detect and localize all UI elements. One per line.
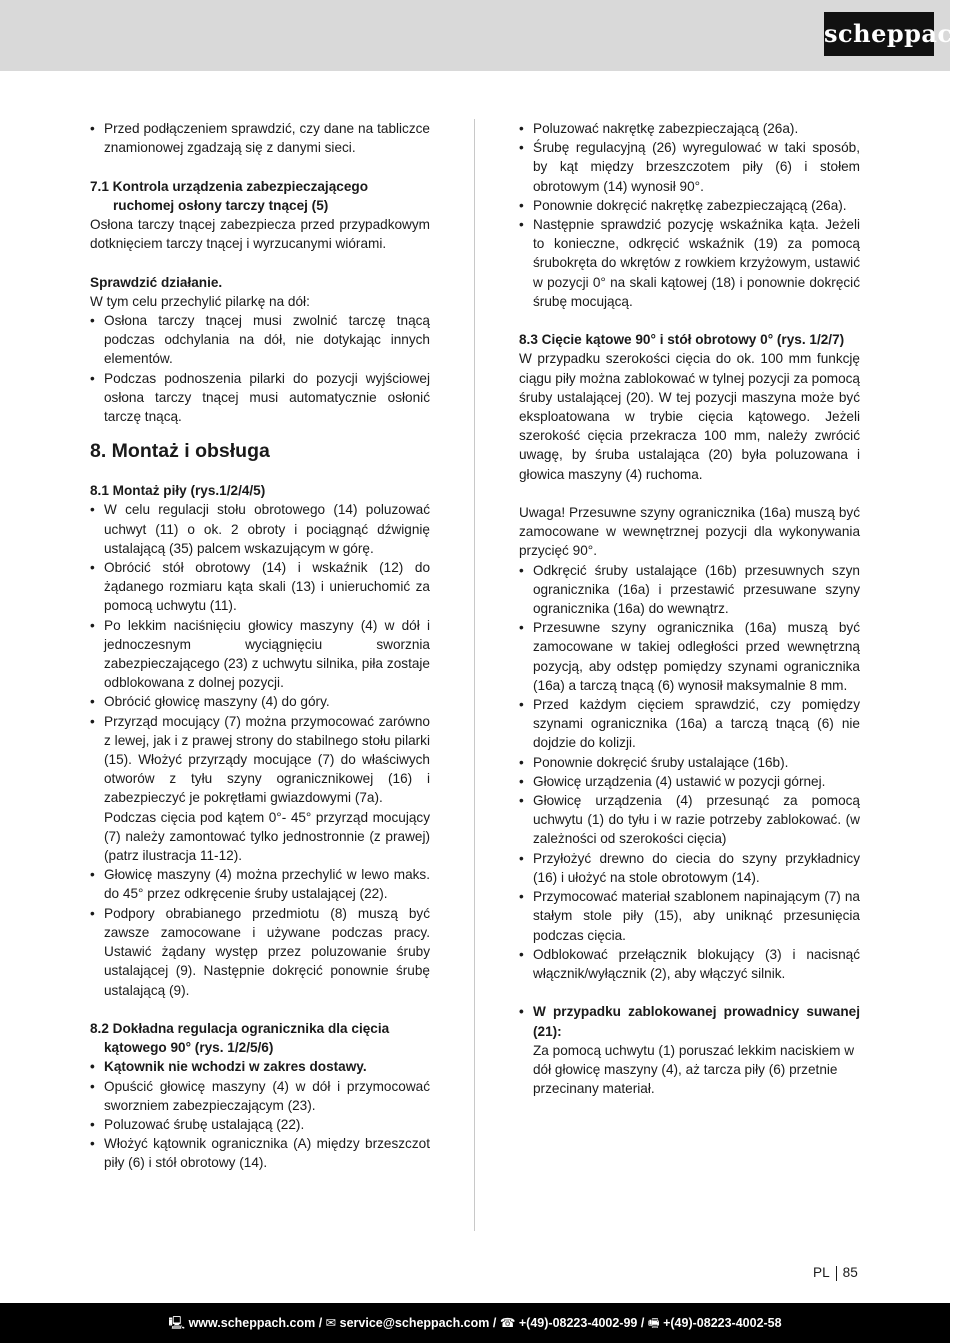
list-item: • Ponownie dokręcić nakrętkę zabezpieczającą (26a). [519, 196, 860, 215]
scheppach-logo: scheppach [824, 12, 934, 56]
list-item: • Po lekkim naciśnięciu głowicy maszyny (4) w dół i jednoczesnym wyciągnięciu sworznia zabezpieczającego (23) z uchwytu silnika, piła zostaje odblokowana z dolnej pozycji. [90, 616, 430, 693]
left-column [90, 119, 430, 1173]
list-item: • Osłona tarczy tnącej musi zwolnić tarczę tnącą podczas odchylania na dół, nie dotykając innych elementów. [90, 311, 430, 369]
footer-bar: 🖳 www.scheppach.com / ✉ service@scheppach.com / ☎ +(49)-08223-4002-99 / 🖷 +(49)-08223-4002-58 [0, 1303, 950, 1343]
list-item: • Odkręcić śruby ustalające (16b) przesuwnych szyn ogranicznika (16a) i przestawić przesuwane szyny ogranicznika (16a) do wewnątrz. [519, 561, 860, 619]
section-8-3-text: W przypadku szerokości cięcia do ok. 100 mm funkcję ciągu piły można zablokować w tylnej pozycji za pomocą śruby ustalającej (20). W tej pozycji maszyna może być eksploatowana w trybie cięcia kątowego. Jeżeli szerokość cięcia przekracza 100 mm, należy zwrócić uwagę, by śruba ustalająca (20) była poluzowana i głowica maszyny (4) ruchoma. [519, 351, 860, 482]
check-text: W tym celu przechylić pilarkę na dół: [90, 293, 310, 309]
list-item: • Przymocować materiał szablonem napinającym (7) na stałym stole piły (15), aby uniknąć przesunięcia podczas cięcia. [519, 887, 860, 945]
list-item: • Opuścić głowicę maszyny (4) w dół i przymocować sworzniem zabezpieczającym (23). [90, 1077, 430, 1115]
note-text: Uwaga! Przesuwne szyny ogranicznika (16a) muszą być zamocowane w wewnętrznej pozycji dla wykonywania przycięć 90°. [519, 505, 860, 559]
column-divider [474, 119, 475, 1231]
section-8-heading: 8. Montaż i obsługa [90, 440, 270, 463]
fax-icon: 🖷 [647, 1316, 660, 1330]
list-item: • Kątownik nie wchodzi w zakres dostawy. [90, 1057, 430, 1076]
section-8-1-heading: 8.1 Montaż piły (rys.1/2/4/5) [90, 483, 266, 499]
list-item: • Poluzować śrubę ustalającą (22). [90, 1115, 430, 1134]
header-bar [0, 0, 950, 71]
list-item: • Podczas podnoszenia pilarki do pozycji wyjściowej osłona tarczy tnącej musi automatycznie osłonić tarczę tnącą. [90, 369, 430, 427]
footer-email[interactable]: service@scheppach.com [339, 1316, 490, 1330]
list-item-continuation: Podczas cięcia pod kątem 0°- 45° przyrząd mocujący (7) należy zamontować tylko jednostronnie (z prawej) (patrz ilustracja 11-12). [104, 809, 430, 864]
list-item: • Następnie sprawdzić pozycję wskaźnika kąta. Jeżeli to konieczne, odkręcić wskaźnik (19) za pomocą śrubokręta do wkrętów z rowkiem krzyżowym, ustawić w pozycji 0° na skali kątowej (18) i ponownie dokręcić śrubę mocującą. [519, 215, 860, 311]
computer-icon: 🖳 [168, 1316, 186, 1330]
check-heading: Sprawdzić działanie. [90, 274, 223, 290]
list-item: • Przed podłączeniem sprawdzić, czy dane na tabliczce znamionowej zgadzają się z danymi sieci. [90, 119, 430, 157]
page-num: 85 [842, 1265, 858, 1280]
list-item: • Obrócić głowicę maszyny (4) do góry. [90, 692, 430, 711]
phone-icon: ☎ [499, 1316, 516, 1330]
list-item: • Przyłożyć drewno do ciecia do szyny przykładnicy (16) i ułożyć na stole obrotowym (14). [519, 849, 860, 887]
section-7-1-text: Osłona tarczy tnącej zabezpiecza przed przypadkowym dotknięciem tarczy tnącej i wyrzucanymi wiórami. [90, 217, 430, 252]
page-number [813, 1265, 858, 1281]
list-item: • Śrubę regulacyjną (26) wyregulować w taki sposób, by kąt między brzeszczotem piły (6) i stołem obrotowym (14) wynosił 90°. [519, 138, 860, 196]
footer-phone: +(49)-08223-4002-99 [518, 1316, 638, 1330]
footer-web[interactable]: www.scheppach.com [188, 1316, 316, 1330]
section-8-2-heading: 8.2 Dokładna regulacja ogranicznika dla cięcia kątowego 90° (rys. 1/2/5/6) [90, 1020, 390, 1056]
list-item: • Głowicę urządzenia (4) ustawić w pozycji górnej. [519, 772, 860, 791]
page-lang: PL [813, 1265, 830, 1280]
list-item: • W celu regulacji stołu obrotowego (14) poluzować uchwyt (11) o ok. 2 obroty i pociągnąć dźwignię ustalającą (35) palcem wskazującym w górę. [90, 500, 430, 558]
list-item: • Głowicę maszyny (4) można przechylić w lewo maks. do 45° przez odkręcenie śruby ustalającej (22). [90, 865, 430, 903]
list-item: • Włożyć kątownik ogranicznika (A) między brzeszczot piły (6) i stół obrotowy (14). [90, 1134, 430, 1172]
list-item: • Obrócić stół obrotowy (14) i wskaźnik (12) do żądanego rozmiaru kąta skali (13) i unieruchomić za pomocą uchwytu (11). [90, 558, 430, 616]
list-item: • Podpory obrabianego przedmiotu (8) muszą być zawsze zamocowane i używane podczas pracy. Ustawić żądany występ przez poluzowanie śruby ustalającej (9). Następnie dokręcić ponownie śrubę ustalającą (9). [90, 904, 430, 1000]
list-item: • Poluzować nakrętkę zabezpieczającą (26a). [519, 119, 860, 138]
list-item: • Przyrząd mocujący (7) można przymocować zarówno z lewej, jak i z prawej strony do stabilnego stołu pilarki (15). Włożyć przyrządy mocujące (7) do właściwych otworów z tyłu szyny ogranicznikowej (16) i zabezpieczyć je pokrętłami gwiazdowymi (7a). [90, 712, 430, 808]
right-column [519, 119, 860, 1098]
list-item: • Przed każdym cięciem sprawdzić, czy pomiędzy szynami ogranicznika (16a) a tarczą tnącą (6) nie dojdzie do kolizji. [519, 695, 860, 753]
list-item: • Odblokować przełącznik blokujący (3) i nacisnąć włącznik/wyłącznik (2), aby włączyć silnik. [519, 945, 860, 983]
list-item: • Ponownie dokręcić śruby ustalające (16b). [519, 753, 860, 772]
list-item: • Przesuwne szyny ogranicznika (16a) muszą być zamocowane w takiej odległości przed wewnętrzną pozycją, aby odstęp pomiędzy szynami ogranicznika (16a) a tarczą tnącą (6) wynosił maksymalnie 8 mm. [519, 618, 860, 695]
list-item: • W przypadku zablokowanej prowadnicy suwanej (21): [519, 1002, 860, 1040]
list-item-continuation: Za pomocą uchwytu (1) poruszać lekkim naciskiem w dół głowicę maszyny (4), aż tarcza piły (6) przetnie przecinany materiał. [533, 1042, 855, 1097]
list-item: • Głowicę urządzenia (4) przesunąć za pomocą uchwytu (1) do tyłu i w razie potrzeby zablokować. (w zależności od szerokości cięcia) [519, 791, 860, 849]
section-8-3-heading: 8.3 Cięcie kątowe 90° i stół obrotowy 0° (rys. 1/2/7) [519, 332, 845, 348]
mail-icon: ✉ [325, 1316, 337, 1330]
footer-fax: +(49)-08223-4002-58 [663, 1316, 782, 1330]
section-7-1-heading: 7.1 Kontrola urządzenia zabezpieczającego ruchomej osłony tarczy tnącej (5) [90, 178, 369, 213]
